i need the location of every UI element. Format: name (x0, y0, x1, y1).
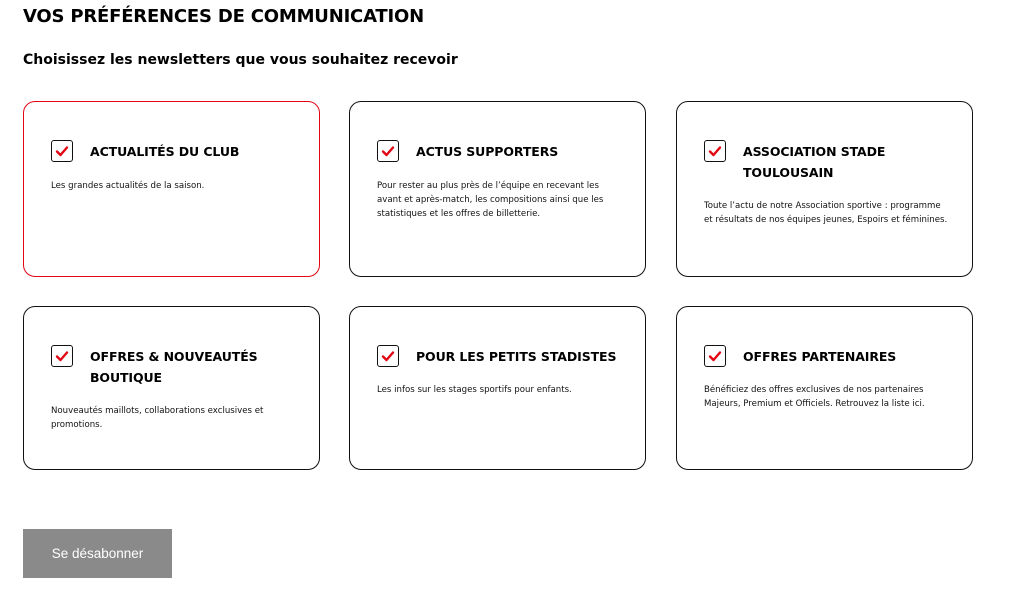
checkmark-icon (54, 143, 70, 159)
newsletter-card-offres-partenaires[interactable] (676, 306, 973, 470)
card-title: ACTUS SUPPORTERS (416, 144, 559, 159)
card-description: Les grandes actualités de la saison. (51, 181, 205, 191)
checkmark-icon (54, 348, 70, 364)
newsletter-card-actualites-du-club[interactable] (23, 101, 320, 277)
card-header (51, 345, 301, 388)
card-description: Pour rester au plus près de l’équipe en recevant les avant et après-match, les compositions ainsi que les statistiques et les offres de billetterie. (377, 181, 604, 219)
card-header (51, 140, 301, 162)
page-title: VOS PRÉFÉRENCES DE COMMUNICATION (23, 6, 424, 27)
newsletter-card-association-stade-toulousain[interactable] (676, 101, 973, 277)
page-subtitle: Choisissez les newsletters que vous souhaitez recevoir (23, 52, 458, 68)
checkmark-icon (707, 348, 723, 364)
newsletter-checkbox[interactable] (377, 140, 399, 162)
card-header (704, 345, 954, 367)
newsletter-checkbox[interactable] (51, 345, 73, 367)
card-title: OFFRES PARTENAIRES (743, 349, 897, 364)
newsletter-checkbox[interactable] (377, 345, 399, 367)
newsletter-card-pour-les-petits-stadistes[interactable] (349, 306, 646, 470)
newsletter-checkbox[interactable] (51, 140, 73, 162)
newsletter-checkbox[interactable] (704, 345, 726, 367)
card-header (377, 140, 627, 162)
checkmark-icon (380, 348, 396, 364)
newsletter-card-actus-supporters[interactable] (349, 101, 646, 277)
card-description: Nouveautés maillots, collaborations exclusives et promotions. (51, 406, 264, 430)
checkmark-icon (380, 143, 396, 159)
card-header (704, 140, 954, 183)
card-title: ACTUALITÉS DU CLUB (90, 144, 240, 159)
card-title: ASSOCIATION STADE TOULOUSAIN (743, 144, 886, 180)
card-header (377, 345, 627, 367)
card-description: Les infos sur les stages sportifs pour enfants. (377, 385, 572, 395)
card-description: Bénéficiez des offres exclusives de nos partenaires Majeurs, Premium et Officiels. Retrouvez la liste ici. (704, 385, 925, 409)
unsubscribe-button[interactable]: Se désabonner (23, 529, 172, 578)
card-title: OFFRES & NOUVEAUTÉS BOUTIQUE (90, 349, 258, 385)
card-description: Toute l’actu de notre Association sportive : programme et résultats de nos équipes jeunes, Espoirs et féminines. (704, 201, 948, 225)
newsletter-checkbox[interactable] (704, 140, 726, 162)
newsletter-card-offres-nouveautes-boutique[interactable] (23, 306, 320, 470)
checkmark-icon (707, 143, 723, 159)
card-title: POUR LES PETITS STADISTES (416, 349, 617, 364)
